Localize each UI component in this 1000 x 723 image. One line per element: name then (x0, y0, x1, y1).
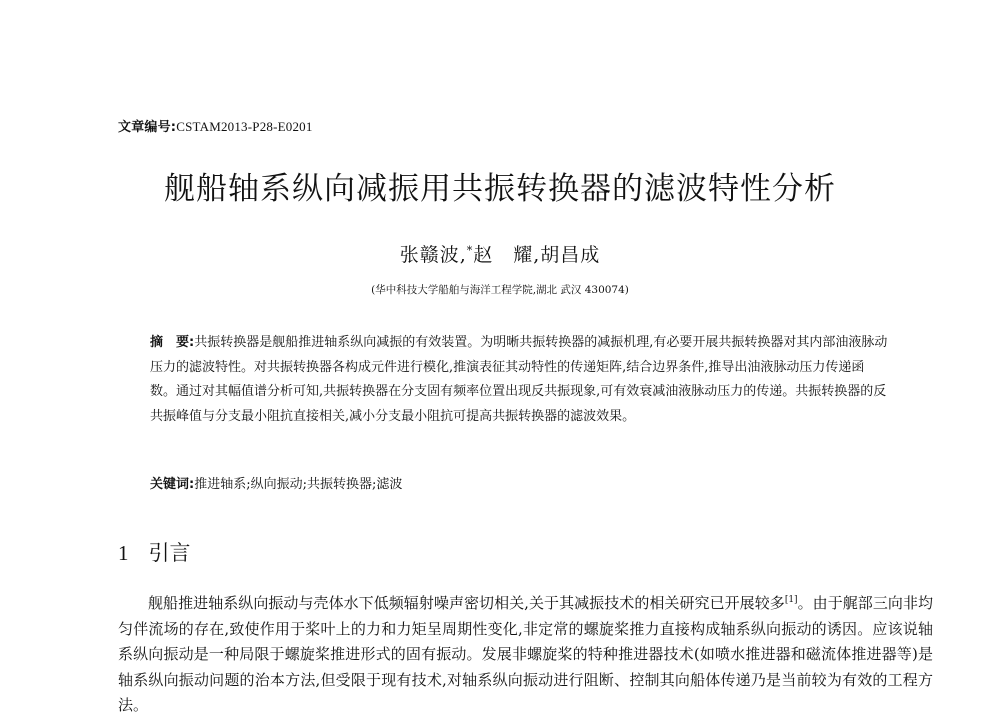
abstract-text: 共振转换器是舰船推进轴系纵向减振的有效装置。为明晰共振转换器的减振机理,有必要开展共振转换器对其内部油液脉动压力的滤波特性。对共振转换器各构成元件进行模化,推演表征其动特性的传递矩阵,结合边界条件,推导出油液脉动压力传递函数。通过对其幅值谱分析可知,共振转换器在分支固有频率位置出现反共振现象,可有效衰减油液脉动压力的传递。共振转换器的反共振峰值与分支最小阻抗直接相关,减小分支最小阻抗可提高共振转换器的滤波效果。 (150, 335, 888, 424)
section-title: 引言 (148, 541, 191, 565)
article-number-label: 文章编号: (118, 120, 177, 135)
body-paragraph (118, 588, 933, 719)
article-number (118, 116, 313, 135)
keywords (150, 473, 890, 492)
article-number-value: CSTAM2013-P28-E0201 (176, 119, 313, 134)
section-heading (118, 537, 191, 567)
author-1: 张赣波, (399, 244, 467, 266)
paper-title: 舰船轴系纵向减振用共振转换器的滤波特性分析 (164, 171, 836, 207)
keywords-text: 推进轴系;纵向振动;共振转换器;滤波 (194, 477, 403, 492)
body-text-part-1: 舰船推进轴系纵向振动与壳体水下低频辐射噪声密切相关,关于其减振技术的相关研究已开展较多 (148, 594, 785, 612)
body-text-part-2: 。由于艉部三向非均匀伴流场的存在,致使作用于桨叶上的力和力矩呈周期性变化,非定常的螺旋桨推力直接构成轴系纵向振动的诱因。应该说轴系纵向振动是一种局限于螺旋桨推进形式的固有振动。发展非螺旋桨的特种推进器技术(如喷水推进器和磁流体推进器等)是轴系纵向振动问题的治本方法,但受限于现有技术,对轴系纵向振动进行阻断、控制其向船体传递乃是当前较为有效的工程方法。 (118, 594, 933, 714)
affiliation: (华中科技大学船舶与海洋工程学院,湖北 武汉 430074) (371, 284, 629, 296)
keywords-label: 关键词: (150, 477, 195, 492)
section-number: 1 (118, 541, 129, 565)
author-2: 赵 耀, (473, 244, 541, 266)
abstract (150, 331, 890, 429)
author-3: 胡昌成 (540, 244, 601, 266)
author-list (0, 240, 1000, 267)
corresponding-author-mark: * (466, 244, 474, 257)
citation-ref: [1] (784, 595, 798, 605)
abstract-label: 摘 要: (150, 335, 195, 350)
